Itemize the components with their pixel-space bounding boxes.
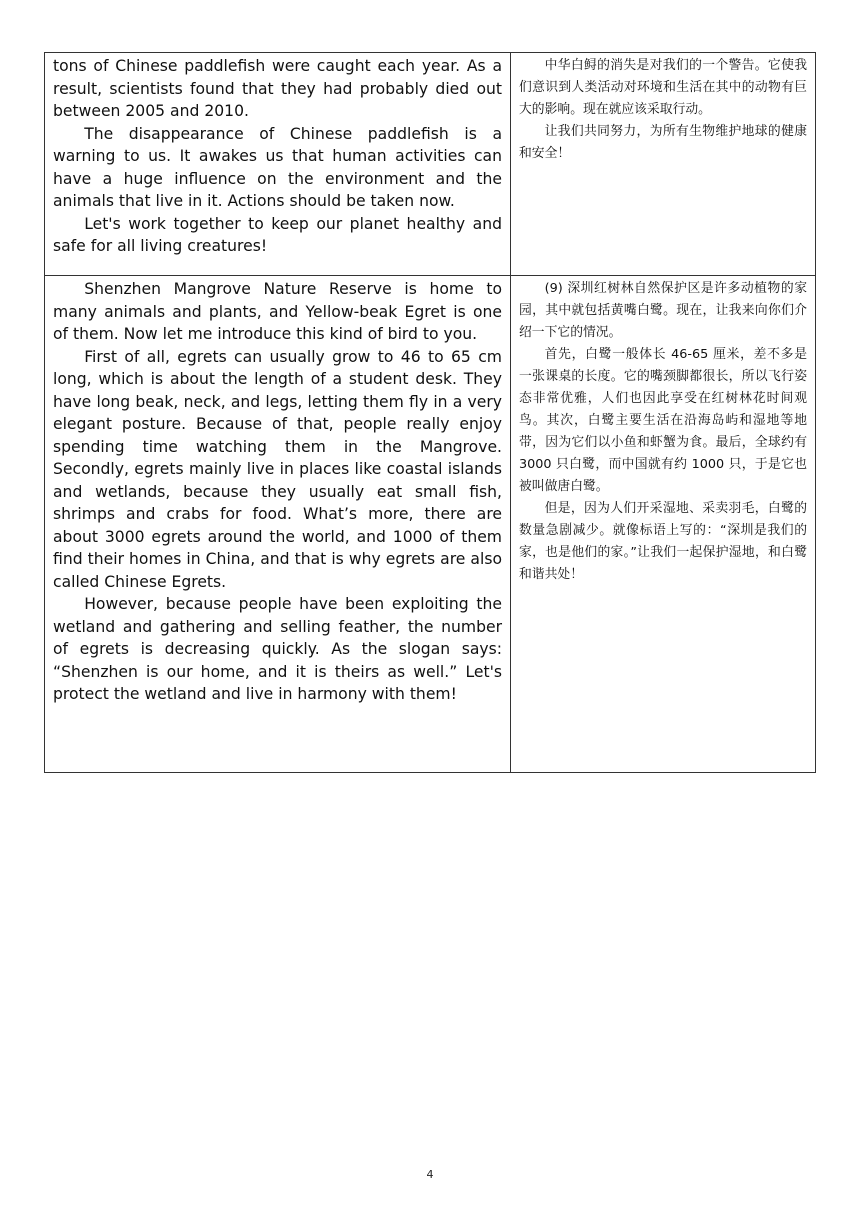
chinese-cell bbox=[511, 53, 816, 276]
page-number: 4 bbox=[426, 1168, 434, 1181]
table-row bbox=[45, 53, 816, 276]
english-paragraph: The disappearance of Chinese paddlefish is a warning to us. It awakes us that human activities can have a huge influence on the environment and the animals that live in it. Actions should be taken now. bbox=[53, 124, 502, 210]
english-paragraph: tons of Chinese paddlefish were caught each year. As a result, scientists found that they had probably died out between 2005 and 2010. bbox=[53, 57, 502, 120]
english-paragraph: However, because people have been exploiting the wetland and gathering and selling feather, the number of egrets is decreasing quickly. As the slogan says: “Shenzhen is our home, and it is theirs as well.” Let's protect the wetland and live in harmony with them! bbox=[53, 595, 502, 703]
english-paragraph: Shenzhen Mangrove Nature Reserve is home to many animals and plants, and Yellow-beak Egret is one of them. Now let me introduce this kind of bird to you. bbox=[53, 280, 502, 343]
english-cell bbox=[45, 276, 511, 773]
english-paragraph: First of all, egrets can usually grow to 46 to 65 cm long, which is about the length of a student desk. They have long beak, neck, and legs, letting them fly in a very elegant posture. Because of that, people really enjoy spending time watching them in the Mangrove. Secondly, egrets mainly live in places like coastal islands and wetlands, because they usually eat small fish, shrimps and crabs for food. What’s more, there are about 3000 egrets around the world, and 1000 of them find their homes in China, and that is why egrets are also called Chinese Egrets. bbox=[53, 347, 502, 591]
chinese-paragraph: 但是，因为人们开采湿地、采卖羽毛，白鹭的数量急剧减少。就像标语上写的：“深圳是我们的家，也是他们的家。”让我们一起保护湿地，和白鹭和谐共处！ bbox=[519, 501, 807, 582]
table-row bbox=[45, 276, 816, 773]
english-paragraph: Let's work together to keep our planet healthy and safe for all living creatures! bbox=[53, 214, 502, 255]
chinese-paragraph: 让我们共同努力，为所有生物维护地球的健康和安全！ bbox=[519, 124, 807, 161]
english-cell bbox=[45, 53, 511, 276]
chinese-cell bbox=[511, 276, 816, 773]
chinese-paragraph: (9) 深圳红树林自然保护区是许多动植物的家园，其中就包括黄嘴白鹭。现在，让我来向你们介绍一下它的情况。 bbox=[519, 281, 807, 340]
chinese-paragraph: 首先，白鹭一般体长 46-65 厘米，差不多是一张课桌的长度。它的嘴颈脚都很长，所以飞行姿态非常优雅，人们也因此享受在红树林花时间观鸟。其次，白鹭主要生活在沿海岛屿和湿地等地带，因为它们以小鱼和虾蟹为食。最后，全球约有 3000 只白鹭，而中国就有约 1000 只，于是它也被叫做唐白鹭。 bbox=[519, 347, 807, 494]
translation-table bbox=[44, 52, 816, 773]
chinese-paragraph: 中华白鲟的消失是对我们的一个警告。它使我们意识到人类活动对环境和生活在其中的动物有巨大的影响。现在就应该采取行动。 bbox=[519, 58, 807, 117]
